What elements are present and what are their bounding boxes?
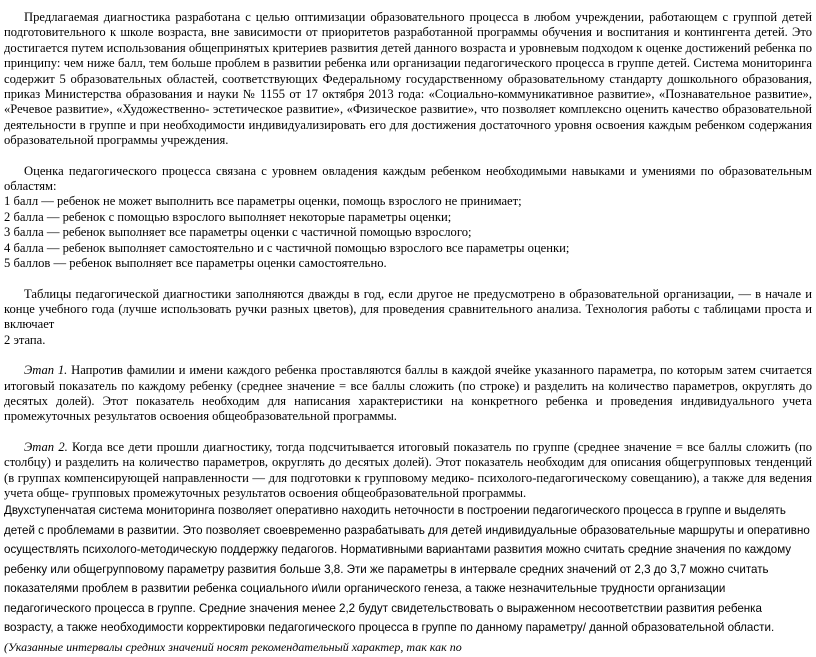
spacer bbox=[4, 272, 812, 287]
tables-paragraph bbox=[4, 287, 812, 349]
score-item-5: 5 баллов — ребенок выполняет все параметры оценки самостоятельно. bbox=[4, 256, 387, 271]
intro-paragraph: Предлагаемая диагностика разработана с целью оптимизации образовательного процесса в любом учреждении, работающем с группой детей подготовительного к школе возраста, вне зависимости от приоритетов разработанной программы обучения и воспитания и контингента детей. Это достигается путем использования общепринятых критериев развития детей данного возраста и уровневым подходом к оценке достижений ребенка по принципу: чем ниже балл, тем больше проблем в развитии ребенка или организации педагогического процесса в группе детей. Система мониторинга содержит 5 образовательных областей, соответствующих Федеральному государственному образовательному стандарту дошкольного образования, приказ Министерства образования и науки № 1155 от 17 октября 2013 года: «Социально-коммуникативное развитие», «Познавательное развитие», «Речевое развитие», «Художественно- эстетическое развитие», «Физическое развитие», что позволяет комплексно оценить качество образовательной деятельности в группе и при необходимости индивидуализировать его для достижения достаточного уровня освоения каждым ребенком содержания образовательной программы учреждения. bbox=[4, 10, 812, 148]
spacer bbox=[4, 348, 812, 363]
score-item-1: 1 балл — ребенок не может выполнить все параметры оценки, помощь взрослого не принимает; bbox=[4, 194, 522, 209]
monitoring-text: Двухступенчатая система мониторинга позволяет оперативно находить неточности в построении педагогического процесса в группе и выделять детей с проблемами в развитии. Это позволяет своевременно разрабатывать для детей индивидуальные образовательные маршруты и оперативно осуществлять психолого-методическую поддержку педагогов. Нормативными вариантами развития можно считать средние значения по каждому ребенку или общегрупповому параметру развития больше 3,8. Эти же параметры в интервале средних значений от 2,3 до 3,7 можно считать показателями проблем в развитии ребенка социального и\или органического генеза, а также незначительные трудности организации педагогического процесса в группе. Средние значения менее 2,2 будут свидетельствовать о выраженном несоответствии развития ребенка возрасту, а также необходимости корректировки педагогического процесса в группе по данному параметру/ данной образовательной области. bbox=[4, 504, 810, 635]
score-intro: Оценка педагогического процесса связана с уровнем овладения каждым ребенком необходимыми навыками и умениями по образовательным областям: bbox=[4, 163, 812, 194]
stage-2-paragraph bbox=[4, 440, 812, 502]
tables-text-end: 2 этапа. bbox=[4, 332, 46, 347]
score-item-4: 4 балла — ребенок выполняет самостоятельно и с частичной помощью взрослого все параметры оценки; bbox=[4, 240, 570, 255]
stage-1-paragraph bbox=[4, 363, 812, 425]
tables-text: Таблицы педагогической диагностики заполняются дважды в год, если другое не предусмотрено в образовательной организации, — в начале и конце учебного года (лучше использовать ручки разных цветов), для проведения сравнительного анализа. Технология работы с таблицами проста и включает bbox=[4, 286, 812, 332]
stage-2-label: Этап 2. bbox=[24, 439, 68, 454]
monitoring-paragraph bbox=[4, 501, 812, 657]
score-item-3: 3 балла — ребенок выполняет все параметры оценки с частичной помощью взрослого; bbox=[4, 225, 472, 240]
stage-2-text: Когда все дети прошли диагностику, тогда подсчитывается итоговый показатель по группе (среднее значение = все баллы сложить (по столбцу) и разделить на количество параметров, округлять до десятых долей). Этот показатель необходим для описания общегрупповых тенденций (в группах компенсирующей направленности — для подготовки к групповому медико- психолого-педагогическому совещанию), а также для ведения учета обще- групповых промежуточных результатов освоения общеобразовательной программы. bbox=[4, 439, 812, 500]
score-section bbox=[4, 164, 812, 272]
spacer bbox=[4, 425, 812, 440]
stage-1-label: Этап 1. bbox=[24, 363, 68, 378]
stage-1-text: Напротив фамилии и имени каждого ребенка проставляются баллы в каждой ячейке указанного параметра, по которым затем считается итоговый показатель по каждому ребенку (среднее значение = все баллы сложить (по строке) и разделить на количество параметров, округлять до десятых долей). Этот показатель необходим для написания характеристики на конкретного ребенка и проведения индивидуального учета промежуточных результатов освоения общеобразовательной программы. bbox=[4, 363, 812, 424]
score-list bbox=[4, 194, 812, 271]
monitoring-note: (Указанные интервалы средних значений носят рекомендательный характер, так как по bbox=[4, 639, 462, 654]
spacer bbox=[4, 149, 812, 164]
score-item-2: 2 балла — ребенок с помощью взрослого выполняет некоторые параметры оценки; bbox=[4, 209, 452, 224]
